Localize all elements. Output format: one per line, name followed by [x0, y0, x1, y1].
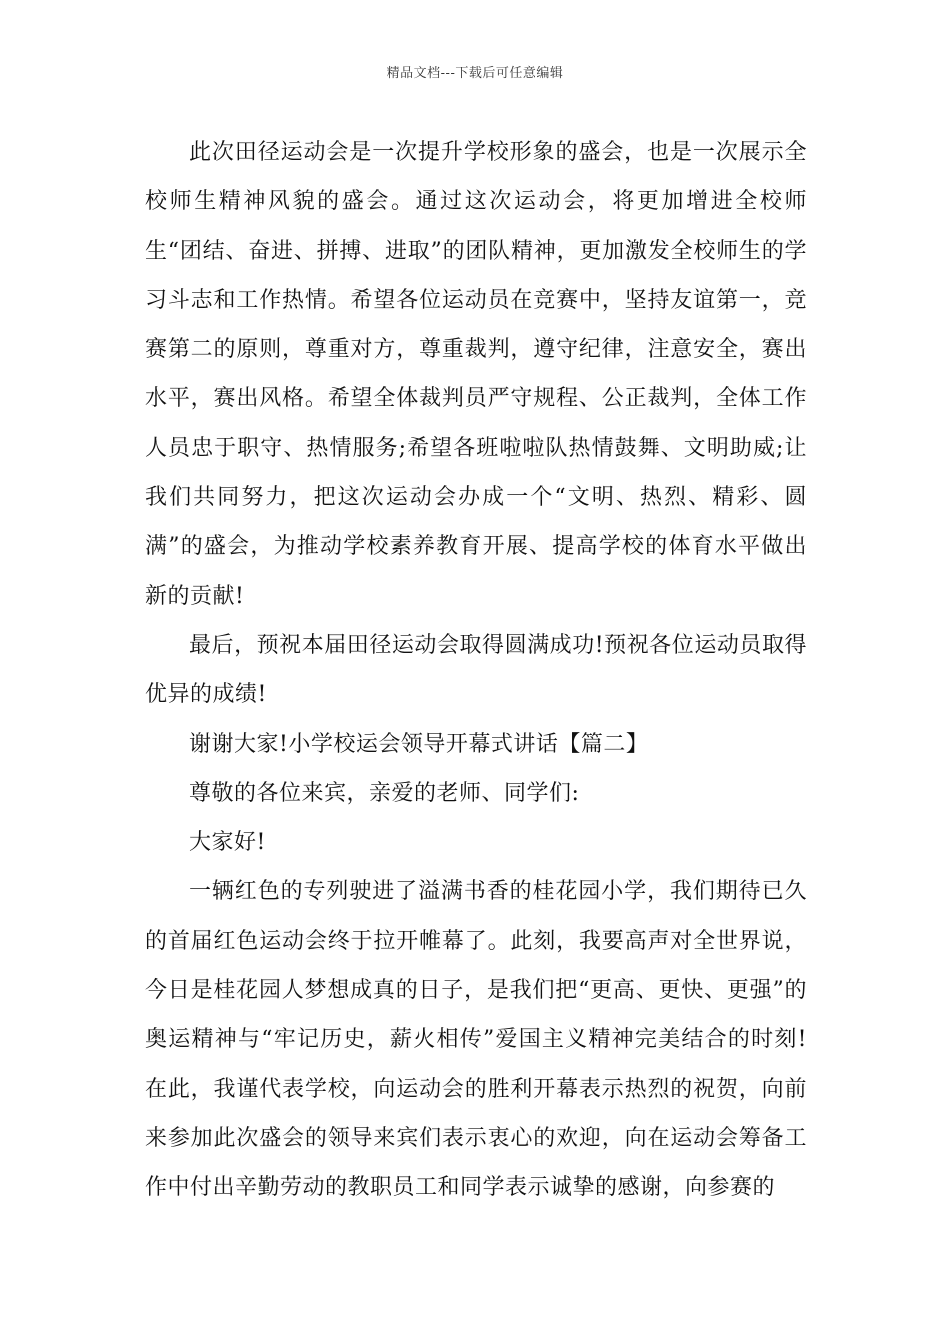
paragraph-2: 最后，预祝本届田径运动会取得圆满成功!预祝各位运动员取得优异的成绩!	[145, 632, 807, 708]
paragraph-3-section-title: 谢谢大家!小学校运会领导开幕式讲话【篇二】	[189, 731, 649, 757]
paragraph-5-greeting: 大家好!	[189, 830, 266, 856]
paragraph-1: 此次田径运动会是一次提升学校形象的盛会，也是一次展示全校师生精神风貌的盛会。通过这次运动会，将更加增进全校师生“团结、奋进、拼搏、进取”的团队精神，更加激发全校师生的学习斗志和工作热情。希望各位运动员在竞赛中，坚持友谊第一，竞赛第二的原则，尊重对方，尊重裁判，遵守纪律，注意安全，赛出水平，赛出风格。希望全体裁判员严守规程、公正裁判，全体工作人员忠于职守、热情服务;希望各班啦啦队热情鼓舞、文明助威;让我们共同努力，把这次运动会办成一个“文明、热烈、精彩、圆满”的盛会，为推动学校素养教育开展、提高学校的体育水平做出新的贡献!	[145, 140, 807, 609]
paragraph-4-salutation: 尊敬的各位来宾，亲爱的老师、同学们:	[189, 780, 580, 806]
paragraph-6: 一辆红色的专列驶进了溢满书香的桂花园小学，我们期待已久的首届红色运动会终于拉开帷幕了。此刻，我要高声对全世界说，今日是桂花园人梦想成真的日子，是我们把“更高、更快、更强”的奥运精神与“牢记历史，薪火相传”爱国主义精神完美结合的时刻!在此，我谨代表学校，向运动会的胜利开幕表示热烈的祝贺，向前来参加此次盛会的领导来宾们表示衷心的欢迎，向在运动会筹备工作中付出辛勤劳动的教职员工和同学表示诚挚的感谢，向参赛的	[145, 879, 807, 1201]
document-body	[145, 128, 807, 1213]
page-header: 精品文档---下载后可任意编辑	[386, 66, 564, 81]
